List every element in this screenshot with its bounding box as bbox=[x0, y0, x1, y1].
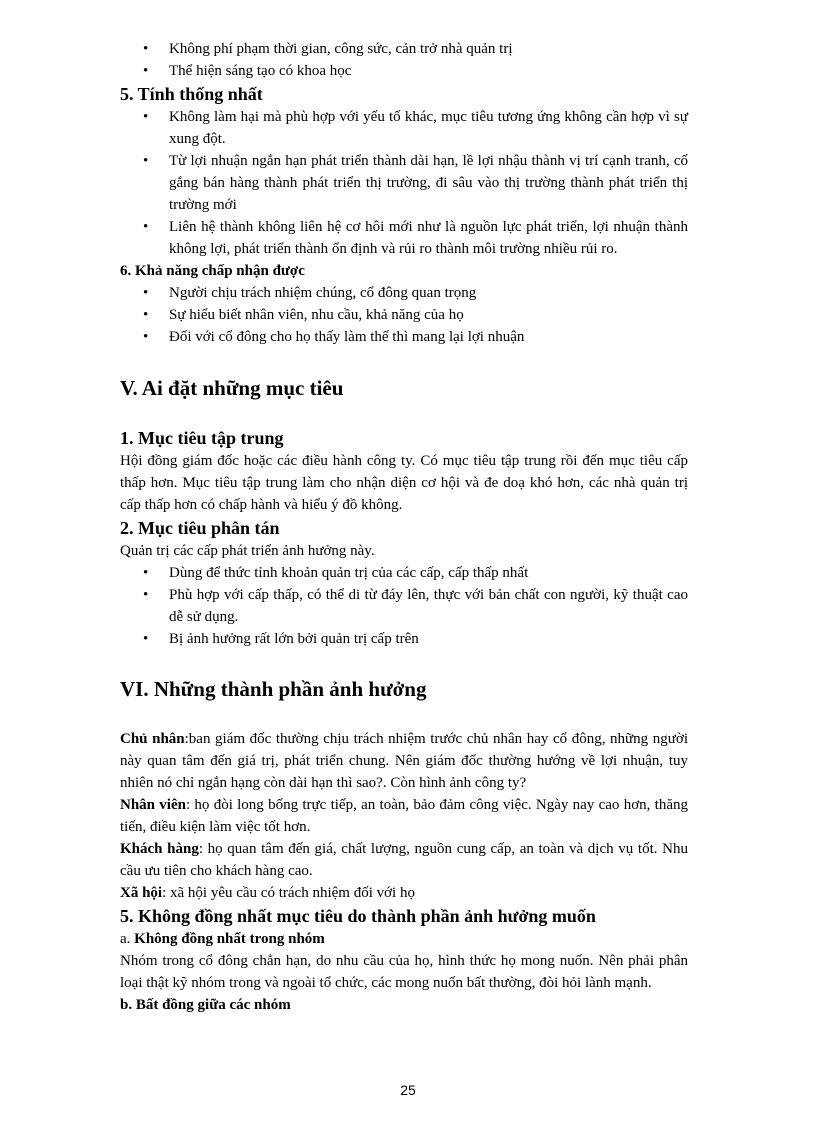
list-item: • Không làm hại mà phù hợp với yếu tố khác, mục tiêu tương ứng không cần hợp vì sự xung đột. bbox=[120, 106, 688, 150]
section-title-goal-conflict: 5. Không đồng nhất mục tiêu do thành phần ảnh hưởng muốn bbox=[120, 906, 596, 926]
customer-text: : họ quan tâm đến giá, chất lượng, nguồn cung cấp, an toàn và dịch vụ tốt. Nhu cầu ưu tiên cho khách hàng cao. bbox=[120, 841, 688, 879]
chapter-title-who-sets-goals: V. Ai đặt những mục tiêu bbox=[120, 376, 344, 400]
section-title-unity: 5. Tính thống nhất bbox=[120, 84, 263, 104]
list-item: • Liên hệ thành không liên hệ cơ hôi mới như là nguồn lực phát triển, lợi nhuận thành không lợi, phát triển thành ổn định và rủi ro thành môi trường nhiều rủi ro. bbox=[120, 216, 688, 260]
list-item: • Dùng để thức tỉnh khoản quản trị của các cấp, cấp thấp nhất bbox=[120, 562, 688, 584]
list-item: • Người chịu trách nhiệm chúng, cổ đông quan trọng bbox=[120, 282, 688, 304]
subsection-title-between-groups: b. Bất đồng giữa các nhóm bbox=[120, 997, 291, 1013]
paragraph-staff bbox=[120, 794, 688, 838]
owner-label: Chủ nhân bbox=[120, 731, 185, 747]
chapter-title-stakeholders: VI. Những thành phần ảnh hưởng bbox=[120, 677, 427, 701]
paragraph-decentralized-goals: Quản trị các cấp phát triển ảnh hưởng này. bbox=[120, 543, 375, 559]
top-bullet-list bbox=[120, 38, 688, 82]
page-number: 25 bbox=[400, 1082, 416, 1098]
staff-label: Nhân viên bbox=[120, 797, 186, 813]
list-item: • Bị ảnh hưởng rất lớn bởi quản trị cấp trên bbox=[120, 628, 688, 650]
list-item: • Sự hiểu biết nhân viên, nhu cầu, khả năng của họ bbox=[120, 304, 688, 326]
paragraph-within-group: Nhóm trong cổ đông chẳn hạn, do nhu cầu của họ, hình thức họ mong nuốn. Nên phải phân loại thật kỹ nhóm trong và ngoài tổ chức, các mong nuốn bất thường, đòi hỏi lành mạnh. bbox=[120, 953, 688, 991]
staff-text: : họ đòi long bổng trực tiếp, an toàn, bảo đảm công việc. Ngày nay cao hơn, thăng tiến, điều kiện làm việc tốt hơn. bbox=[120, 797, 688, 835]
customer-label: Khách hàng bbox=[120, 841, 199, 857]
owner-text: :ban giám đốc thường chịu trách nhiệm trước chủ nhân hay cổ đông, những người này quan tâm đến giá trị, phát triển chung. Nên giám đốc thường hướng về lợi nhuận, tuy nhiên nó chỉ ngắn hạng còn dài hạn thì sao?. Còn hình ảnh công ty? bbox=[120, 731, 689, 791]
society-text: : xã hội yêu cầu có trách nhiệm đối với họ bbox=[162, 885, 415, 901]
society-label: Xã hội bbox=[120, 885, 163, 901]
subsection-title-text: Không đồng nhất trong nhóm bbox=[134, 931, 325, 947]
section-title-acceptability: 6. Khả năng chấp nhận được bbox=[120, 263, 305, 279]
list-item: • Thể hiện sáng tạo có khoa học bbox=[120, 60, 688, 82]
document-page bbox=[120, 38, 688, 1016]
paragraph-society bbox=[120, 882, 688, 904]
list-item: • Không phí phạm thời gian, công sức, cản trở nhà quản trị bbox=[120, 38, 688, 60]
subsection-title-within-group bbox=[120, 928, 688, 950]
section-title-centralized-goals: 1. Mục tiêu tập trung bbox=[120, 428, 284, 448]
unity-bullet-list bbox=[120, 106, 688, 260]
list-item: • Đối với cổ đông cho họ thấy làm thế thì mang lại lợi nhuận bbox=[120, 326, 688, 348]
acceptability-bullet-list bbox=[120, 282, 688, 348]
paragraph-customers bbox=[120, 838, 688, 882]
decentralized-bullet-list bbox=[120, 562, 688, 650]
subsection-prefix: a. bbox=[120, 931, 135, 947]
paragraph-owners bbox=[120, 728, 688, 794]
section-title-decentralized-goals: 2. Mục tiêu phân tán bbox=[120, 518, 280, 538]
list-item: • Phù hợp với cấp thấp, có thể di từ đáy lên, thực với bản chất con người, kỹ thuật cao dễ sử dụng. bbox=[120, 584, 688, 628]
paragraph-centralized-goals: Hội đồng giám đốc hoặc các điều hành công ty. Có mục tiêu tập trung rồi đến mục tiêu cấp thấp hơn. Mục tiêu tập trung làm cho nhận diện cơ hội và đe doạ khó hơn, các nhà quản trị cấp thấp hơn có chấp hành và hiểu ý đồ không. bbox=[120, 453, 688, 513]
list-item: • Từ lợi nhuận ngắn hạn phát triển thành dài hạn, lề lợi nhậu thành vị trí cạnh tranh, cố gắng bán hàng thành phát triển thị trường, đi sâu vào thị trường thành phát triển thị trường mới bbox=[120, 150, 688, 216]
